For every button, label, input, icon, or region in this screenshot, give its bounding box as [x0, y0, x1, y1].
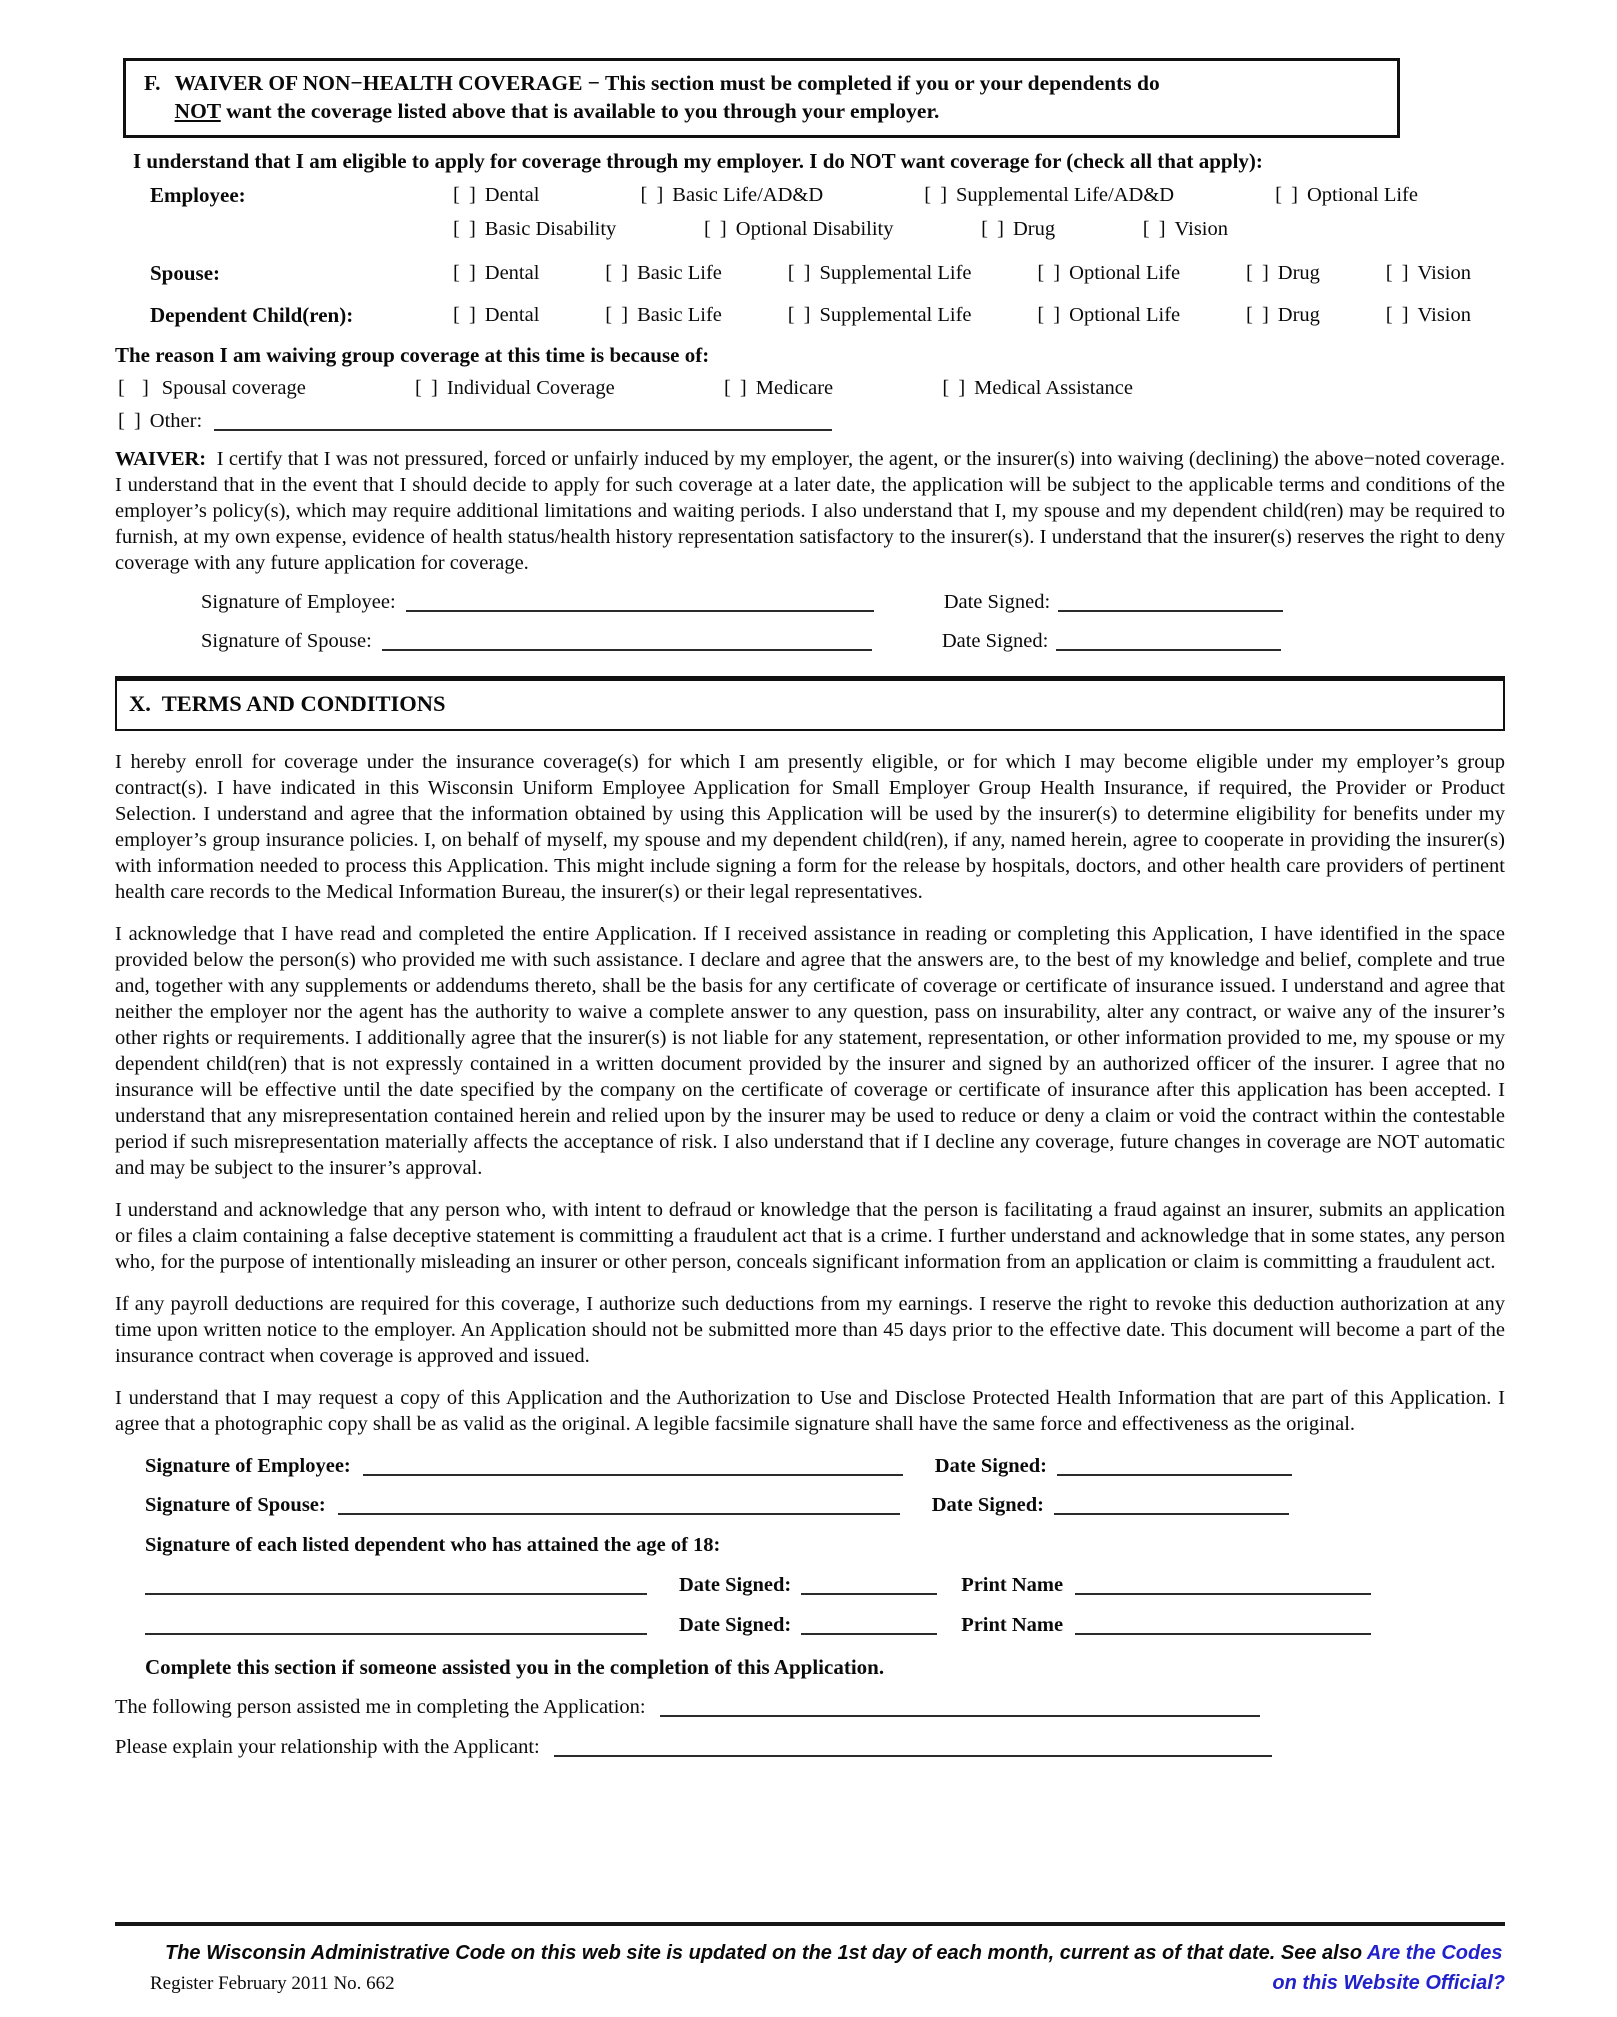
option-label: Dental — [484, 262, 540, 284]
dependent-signature-heading: Signature of each listed dependent who has attained the age of 18: — [145, 1534, 721, 1556]
dependent-2-print-name-line[interactable] — [1075, 1633, 1371, 1635]
checkbox-icon[interactable]: [ ] — [981, 218, 1006, 240]
checkbox-icon[interactable]: [ ] — [723, 377, 749, 399]
waiver-intro-text: I understand that I am eligible to apply for coverage through my employer. I do NOT want coverage for (check all that apply): — [133, 149, 1263, 173]
dependent-row-label: Dependent Child(ren): — [150, 303, 354, 327]
checkbox-icon[interactable]: [ ] — [118, 377, 155, 399]
option-label: Supplemental Life — [819, 262, 972, 284]
codes-official-link-line2[interactable]: on this Website Official? — [1272, 1972, 1505, 1994]
employee-coverage-row — [115, 182, 1505, 242]
dependent-1-print-name-line[interactable] — [1075, 1593, 1371, 1595]
f-employee-signature-line[interactable] — [406, 610, 874, 612]
dependent-drug-option[interactable] — [1246, 302, 1320, 328]
x-signature-employee-label: Signature of Employee: — [145, 1455, 351, 1477]
register-line: Register February 2011 No. 662 — [150, 1973, 395, 1994]
x-date-signed-label: Date Signed: — [679, 1574, 792, 1596]
reason-medical-assistance-option[interactable] — [942, 375, 1133, 401]
option-label: Drug — [1277, 262, 1320, 284]
checkbox-icon[interactable]: [ ] — [942, 377, 968, 399]
assist-relation-label: Please explain your relationship with the Applicant: — [115, 1736, 540, 1758]
checkbox-icon[interactable]: [ ] — [415, 377, 440, 399]
employee-basic-disability-option[interactable] — [453, 216, 616, 242]
dependent-basic-life-option[interactable] — [605, 302, 722, 328]
spouse-dental-option[interactable] — [453, 260, 539, 286]
x-date-signed-label: Date Signed: — [931, 1494, 1044, 1516]
waiver-paragraph — [115, 446, 1505, 576]
assist-person-label: The following person assisted me in completing the Application: — [115, 1696, 646, 1718]
f-date-signed-label: Date Signed: — [943, 591, 1051, 613]
dependent-signature-row-2 — [115, 1612, 1505, 1638]
waiving-reason-options — [115, 375, 1133, 401]
option-label: Vision — [1174, 218, 1228, 240]
f-spouse-date-line[interactable] — [1056, 649, 1281, 651]
option-label: Basic Life — [637, 262, 722, 284]
checkbox-icon[interactable]: [ ] — [787, 262, 813, 284]
reason-spousal-coverage-option[interactable] — [118, 375, 306, 401]
reason-other-option[interactable] — [118, 408, 202, 434]
checkbox-icon[interactable]: [ ] — [1037, 262, 1063, 284]
option-label: Optional Life — [1306, 184, 1418, 206]
terms-paragraph-5: I understand that I may request a copy of this Application and the Authorization to Use and Disclose Protected Health Information that are part of this Application. I agree that a photographic copy shall be as valid as the original. A legible facsimile signature shall have the same force and effectiveness as the original. — [115, 1387, 1505, 1435]
option-label: Optional Life — [1069, 304, 1181, 326]
option-label: Drug — [1277, 304, 1320, 326]
dependent-dental-option[interactable] — [453, 302, 539, 328]
dependent-optional-life-option[interactable] — [1037, 302, 1180, 328]
checkbox-icon[interactable]: [ ] — [453, 304, 478, 326]
employee-optional-disability-option[interactable] — [704, 216, 894, 242]
option-label: Basic Life/AD&D — [672, 184, 824, 206]
x-spouse-date-line[interactable] — [1054, 1513, 1289, 1515]
option-label: Other: — [149, 410, 203, 432]
footer-note — [115, 1940, 1505, 1966]
spouse-basic-life-option[interactable] — [605, 260, 722, 286]
spouse-drug-option[interactable] — [1246, 260, 1320, 286]
dependent-supplemental-life-option[interactable] — [788, 302, 972, 328]
waiving-reason-heading: The reason I am waiving group coverage at this time is because of: — [115, 343, 710, 367]
assist-person-input-line[interactable] — [660, 1715, 1260, 1717]
option-label: Basic Disability — [484, 218, 617, 240]
f-employee-signature-row — [115, 589, 1505, 615]
section-f-heading-line2: want the coverage listed above that is available to you through your employer. — [220, 99, 940, 123]
terms-paragraph-2: I acknowledge that I have read and completed the entire Application. If I received assistance in reading or completing this Application, I have identified in the space provided below the person(s) who provided me with such assistance. I declare and agree that the answers are, to the best of my knowledge and belief, complete and true and, together with any supplements or addendums thereto, shall be the basis for any certificate of coverage or certificate of insurance issued. I understand and agree that neither the employer nor the agent has the authority to waive a complete answer to any question, pass on insurability, alter any contract, or waive any of the insurer’s other rights or requirements. I additionally agree that the insurer(s) is not liable for any statement, representation, or other information provided to me, my spouse or my dependent child(ren) that is not expressly contained in a written document provided by the insurer and signed by an authorized officer of the insurer. I agree that no insurance will be effective until the date specified by the company on the certificate of coverage or certificate of insurance after this application has been accepted. I understand that any misrepresentation contained herein and relied upon by the insurer may be used to reduce or deny a claim or void the contract within the contestable period if such misrepresentation materially affects the acceptance of risk. I also understand that if I decline any coverage, future changes in coverage are NOT automatic and may be subject to the insurer’s approval. — [115, 923, 1505, 1179]
section-f-heading-box — [123, 58, 1400, 138]
x-employee-date-line[interactable] — [1057, 1474, 1292, 1476]
option-label: Basic Life — [637, 304, 722, 326]
option-label: Vision — [1417, 304, 1471, 326]
section-f-not-word: NOT — [174, 99, 221, 123]
checkbox-icon[interactable]: [ ] — [605, 304, 631, 326]
option-label: Drug — [1012, 218, 1056, 240]
terms-paragraph-4: If any payroll deductions are required for this coverage, I authorize such deductions from my earnings. I reserve the right to revoke this deduction authorization at any time upon written notice to the employer. An Application should not be submitted more than 45 days prior to the effective date. This document will become a part of the insurance contract when coverage is approved and issued. — [115, 1293, 1505, 1367]
checkbox-icon[interactable]: [ ] — [1037, 304, 1063, 326]
reason-individual-coverage-option[interactable] — [415, 375, 615, 401]
employee-vision-option[interactable] — [1143, 216, 1228, 242]
option-label: Individual Coverage — [446, 377, 615, 399]
x-employee-signature-line[interactable] — [363, 1474, 903, 1476]
checkbox-icon[interactable]: [ ] — [787, 304, 813, 326]
section-f-heading-line1: WAIVER OF NON−HEALTH COVERAGE − This section must be completed if you or your dependents do — [174, 71, 1160, 95]
x-spouse-signature-row — [115, 1492, 1505, 1518]
spouse-row-label: Spouse: — [150, 261, 221, 285]
f-signature-employee-label: Signature of Employee: — [201, 591, 396, 613]
employee-dental-option[interactable] — [453, 182, 539, 208]
dependent-signature-row-1 — [115, 1572, 1505, 1598]
checkbox-icon[interactable]: [ ] — [453, 262, 478, 284]
checkbox-icon[interactable]: [ ] — [924, 184, 950, 206]
dependent-1-date-line[interactable] — [801, 1593, 937, 1595]
dependent-vision-option[interactable] — [1386, 302, 1471, 328]
f-employee-date-line[interactable] — [1058, 610, 1283, 612]
checkbox-icon[interactable]: [ ] — [1246, 262, 1271, 284]
terms-paragraph-1: I hereby enroll for coverage under the insurance coverage(s) for which I am presently eligible, or for which I may become eligible under my employer’s group contract(s). I have indicated in this Wisconsin Uniform Employee Application for Small Employer Group Health Insurance, if required, the Provider or Product Selection. I understand and agree that the information obtained by using this Application will be used by the insurer(s) to determine eligibility for benefits under my employer’s group insurance policies. I, on behalf of myself, my spouse and my dependent child(ren), if any, named herein, agree to cooperate in providing the insurer(s) with information needed to process this Application. This might include signing a form for the release by hospitals, doctors, and other health care providers of pertinent health care records to the Medical Information Bureau, the insurer(s) or their legal representatives. — [115, 751, 1505, 903]
page-footer — [115, 1922, 1505, 1997]
x-employee-signature-row — [115, 1453, 1505, 1479]
option-label: Optional Life — [1069, 262, 1181, 284]
codes-official-link[interactable]: Are the Codes — [1366, 1942, 1503, 1964]
checkbox-icon[interactable]: [ ] — [1142, 218, 1168, 240]
option-label: Spousal coverage — [161, 377, 306, 399]
section-x-heading-box — [115, 676, 1505, 731]
f-date-signed-label: Date Signed: — [941, 630, 1049, 652]
assist-section-heading: Complete this section if someone assisted you in the completion of this Application. — [145, 1655, 885, 1679]
footer-note-text: The Wisconsin Administrative Code on this web site is updated on the 1st day of each month, current as of that date. See also — [165, 1942, 1367, 1964]
checkbox-icon[interactable]: [ ] — [453, 184, 478, 206]
f-signature-spouse-label: Signature of Spouse: — [201, 630, 372, 652]
waiver-text: I certify that I was not pressured, forced or unfairly induced by my employer, the agent, or the insurer(s) into waiving (declining) the above−noted coverage. I understand that in the event that I should decide to apply for such coverage at a later date, the application will be subject to the applicable terms and conditions of the employer’s policy(s), which may require additional limitations and waiting periods. I also understand that I, my spouse and my dependent child(ren) may be required to furnish, at my own expense, evidence of health status/health history representation satisfactory to the insurer(s). I understand that the insurer(s) reserves the right to deny coverage with any future application for coverage. — [115, 448, 1505, 574]
section-f-number: F. — [144, 71, 161, 95]
x-signature-spouse-label: Signature of Spouse: — [145, 1494, 326, 1516]
checkbox-icon[interactable]: [ ] — [1275, 184, 1300, 206]
option-label: Supplemental Life/AD&D — [956, 184, 1175, 206]
checkbox-icon[interactable]: [ ] — [453, 218, 478, 240]
dependent-2-signature-line[interactable] — [145, 1633, 647, 1635]
reason-other-input-line[interactable] — [214, 429, 832, 431]
x-spouse-signature-line[interactable] — [338, 1513, 900, 1515]
f-spouse-signature-row — [115, 628, 1505, 654]
option-label: Medicare — [755, 377, 834, 399]
checkbox-icon[interactable]: [ ] — [1385, 304, 1411, 326]
footer-divider — [115, 1922, 1505, 1926]
dependent-coverage-row — [115, 302, 1505, 328]
option-label: Supplemental Life — [819, 304, 972, 326]
spouse-supplemental-life-option[interactable] — [788, 260, 972, 286]
spouse-optional-life-option[interactable] — [1037, 260, 1180, 286]
dependent-2-date-line[interactable] — [801, 1633, 937, 1635]
option-label: Dental — [484, 304, 540, 326]
print-name-label: Print Name — [961, 1614, 1064, 1636]
spouse-coverage-row — [115, 260, 1505, 286]
checkbox-icon[interactable]: [ ] — [640, 184, 666, 206]
reason-medicare-option[interactable] — [724, 375, 833, 401]
employee-row-label: Employee: — [150, 183, 246, 207]
option-label: Dental — [484, 184, 540, 206]
waiver-label: WAIVER: — [115, 448, 207, 470]
reason-other-row — [115, 408, 1505, 434]
employee-basic-life-option[interactable] — [641, 182, 824, 208]
assist-relation-row — [115, 1734, 1505, 1760]
x-date-signed-label: Date Signed: — [679, 1614, 792, 1636]
spouse-vision-option[interactable] — [1386, 260, 1471, 286]
employee-drug-option[interactable] — [981, 216, 1055, 242]
option-label: Optional Disability — [735, 218, 894, 240]
option-label: Medical Assistance — [974, 377, 1133, 399]
terms-paragraph-3: I understand and acknowledge that any person who, with intent to defraud or knowledge that the person is facilitating a fraud against an insurer, submits an application or files a claim containing a false deceptive statement is committing a fraudulent act that is a crime. I further understand and acknowledge that in some states, any person who, for the purpose of intentionally misleading an insurer or other person, conceals significant information from an application or claim is committing a fraudulent act. — [115, 1199, 1505, 1273]
assist-relation-input-line[interactable] — [554, 1755, 1272, 1757]
print-name-label: Print Name — [961, 1574, 1064, 1596]
option-label: Vision — [1417, 262, 1471, 284]
section-x-heading: X. TERMS AND CONDITIONS — [129, 691, 446, 716]
checkbox-icon[interactable]: [ ] — [118, 410, 143, 432]
dependent-1-signature-line[interactable] — [145, 1593, 647, 1595]
checkbox-icon[interactable]: [ ] — [1246, 304, 1271, 326]
f-spouse-signature-line[interactable] — [382, 649, 872, 651]
x-date-signed-label: Date Signed: — [934, 1455, 1047, 1477]
employee-supplemental-life-option[interactable] — [924, 182, 1174, 208]
checkbox-icon[interactable]: [ ] — [605, 262, 631, 284]
checkbox-icon[interactable]: [ ] — [703, 218, 729, 240]
assist-person-row — [115, 1694, 1505, 1720]
employee-optional-life-option[interactable] — [1275, 182, 1418, 208]
section-f-heading-text — [175, 69, 1160, 125]
checkbox-icon[interactable]: [ ] — [1385, 262, 1411, 284]
